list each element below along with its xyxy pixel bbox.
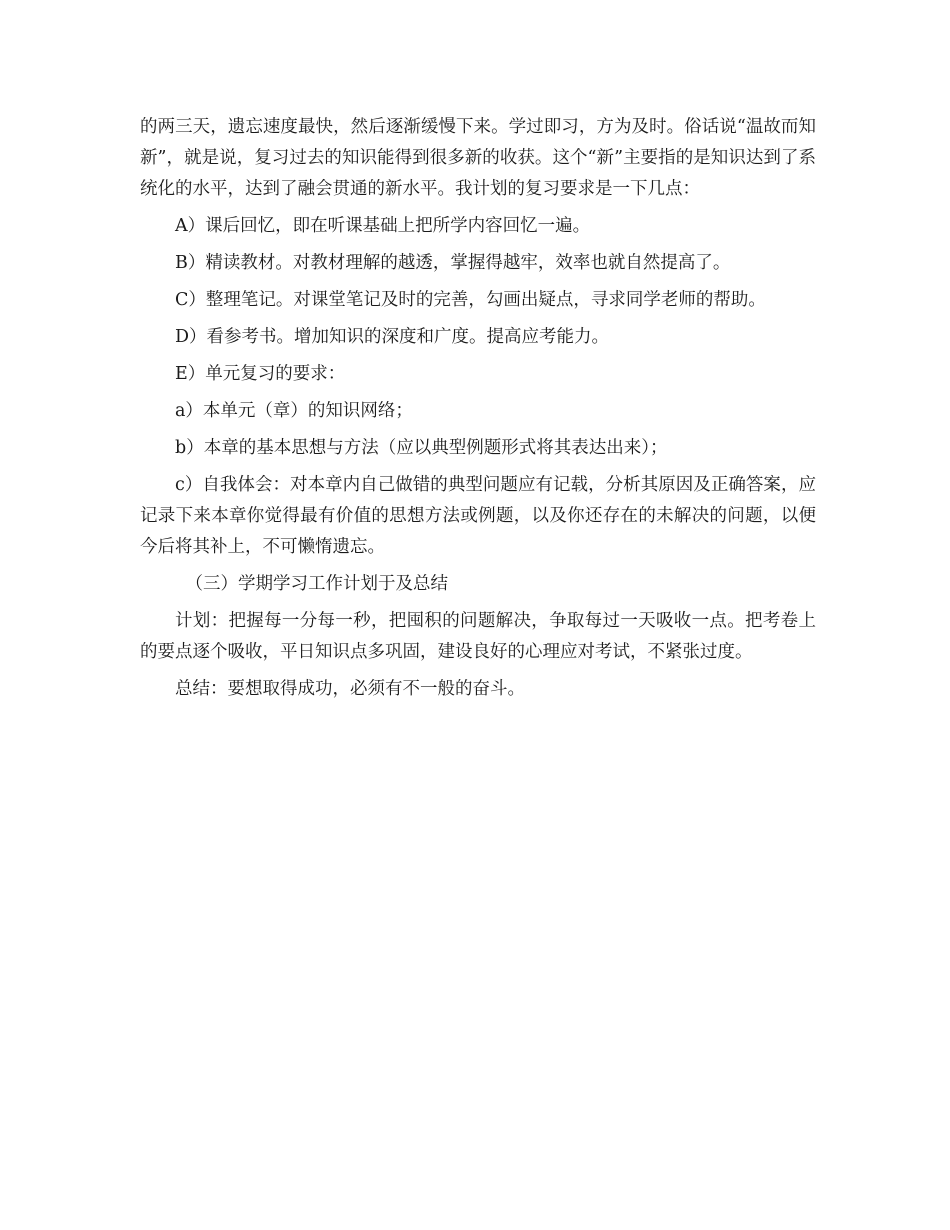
list-item-d-reference: D）看参考书。增加知识的深度和广度。提高应考能力。 [175, 327, 610, 347]
summary-paragraph: 总结：要想取得成功，必须有不一般的奋斗。 [175, 679, 525, 699]
list-item-e-unit-review: E）单元复习的要求： [175, 364, 346, 384]
list-item-c-notes: C）整理笔记。对课堂笔记及时的完善，勾画出疑点，寻求同学老师的帮助。 [175, 290, 766, 310]
sub-item-c-reflection: c）自我体会：对本章内自己做错的典型问题应有记载，分析其原因及正确答案，应记录下来本章你觉得最有价值的思想方法或例题，以及你还存在的未解决的问题，以便今后将其补上，不可懒惰遗忘。 [140, 475, 816, 557]
document-page [140, 112, 816, 711]
sub-item-b-methods: b）本章的基本思想与方法（应以典型例题形式将其表达出来）； [175, 438, 668, 458]
plan-paragraph: 计划：把握每一分每一秒，把囤积的问题解决，争取每过一天吸收一点。把考卷上的要点逐个吸收，平日知识点多巩固，建设良好的心理应对考试，不紧张过度。 [140, 611, 816, 662]
section-heading: （三）学期学习工作计划于及总结 [185, 574, 448, 594]
paragraph-continuation: 的两三天，遗忘速度最快，然后逐渐缓慢下来。学过即习，方为及时。俗话说“温故而知新”，就是说，复习过去的知识能得到很多新的收获。这个“新”主要指的是知识达到了系统化的水平，达到了融会贯通的新水平。我计划的复习要求是一下几点： [140, 117, 816, 199]
list-item-a-recall: A）课后回忆，即在听课基础上把所学内容回忆一遍。 [175, 216, 591, 236]
list-item-b-textbook: B）精读教材。对教材理解的越透，掌握得越牢，效率也就自然提高了。 [175, 253, 731, 273]
sub-item-a-network: a）本单元（章）的知识网络； [175, 401, 413, 421]
